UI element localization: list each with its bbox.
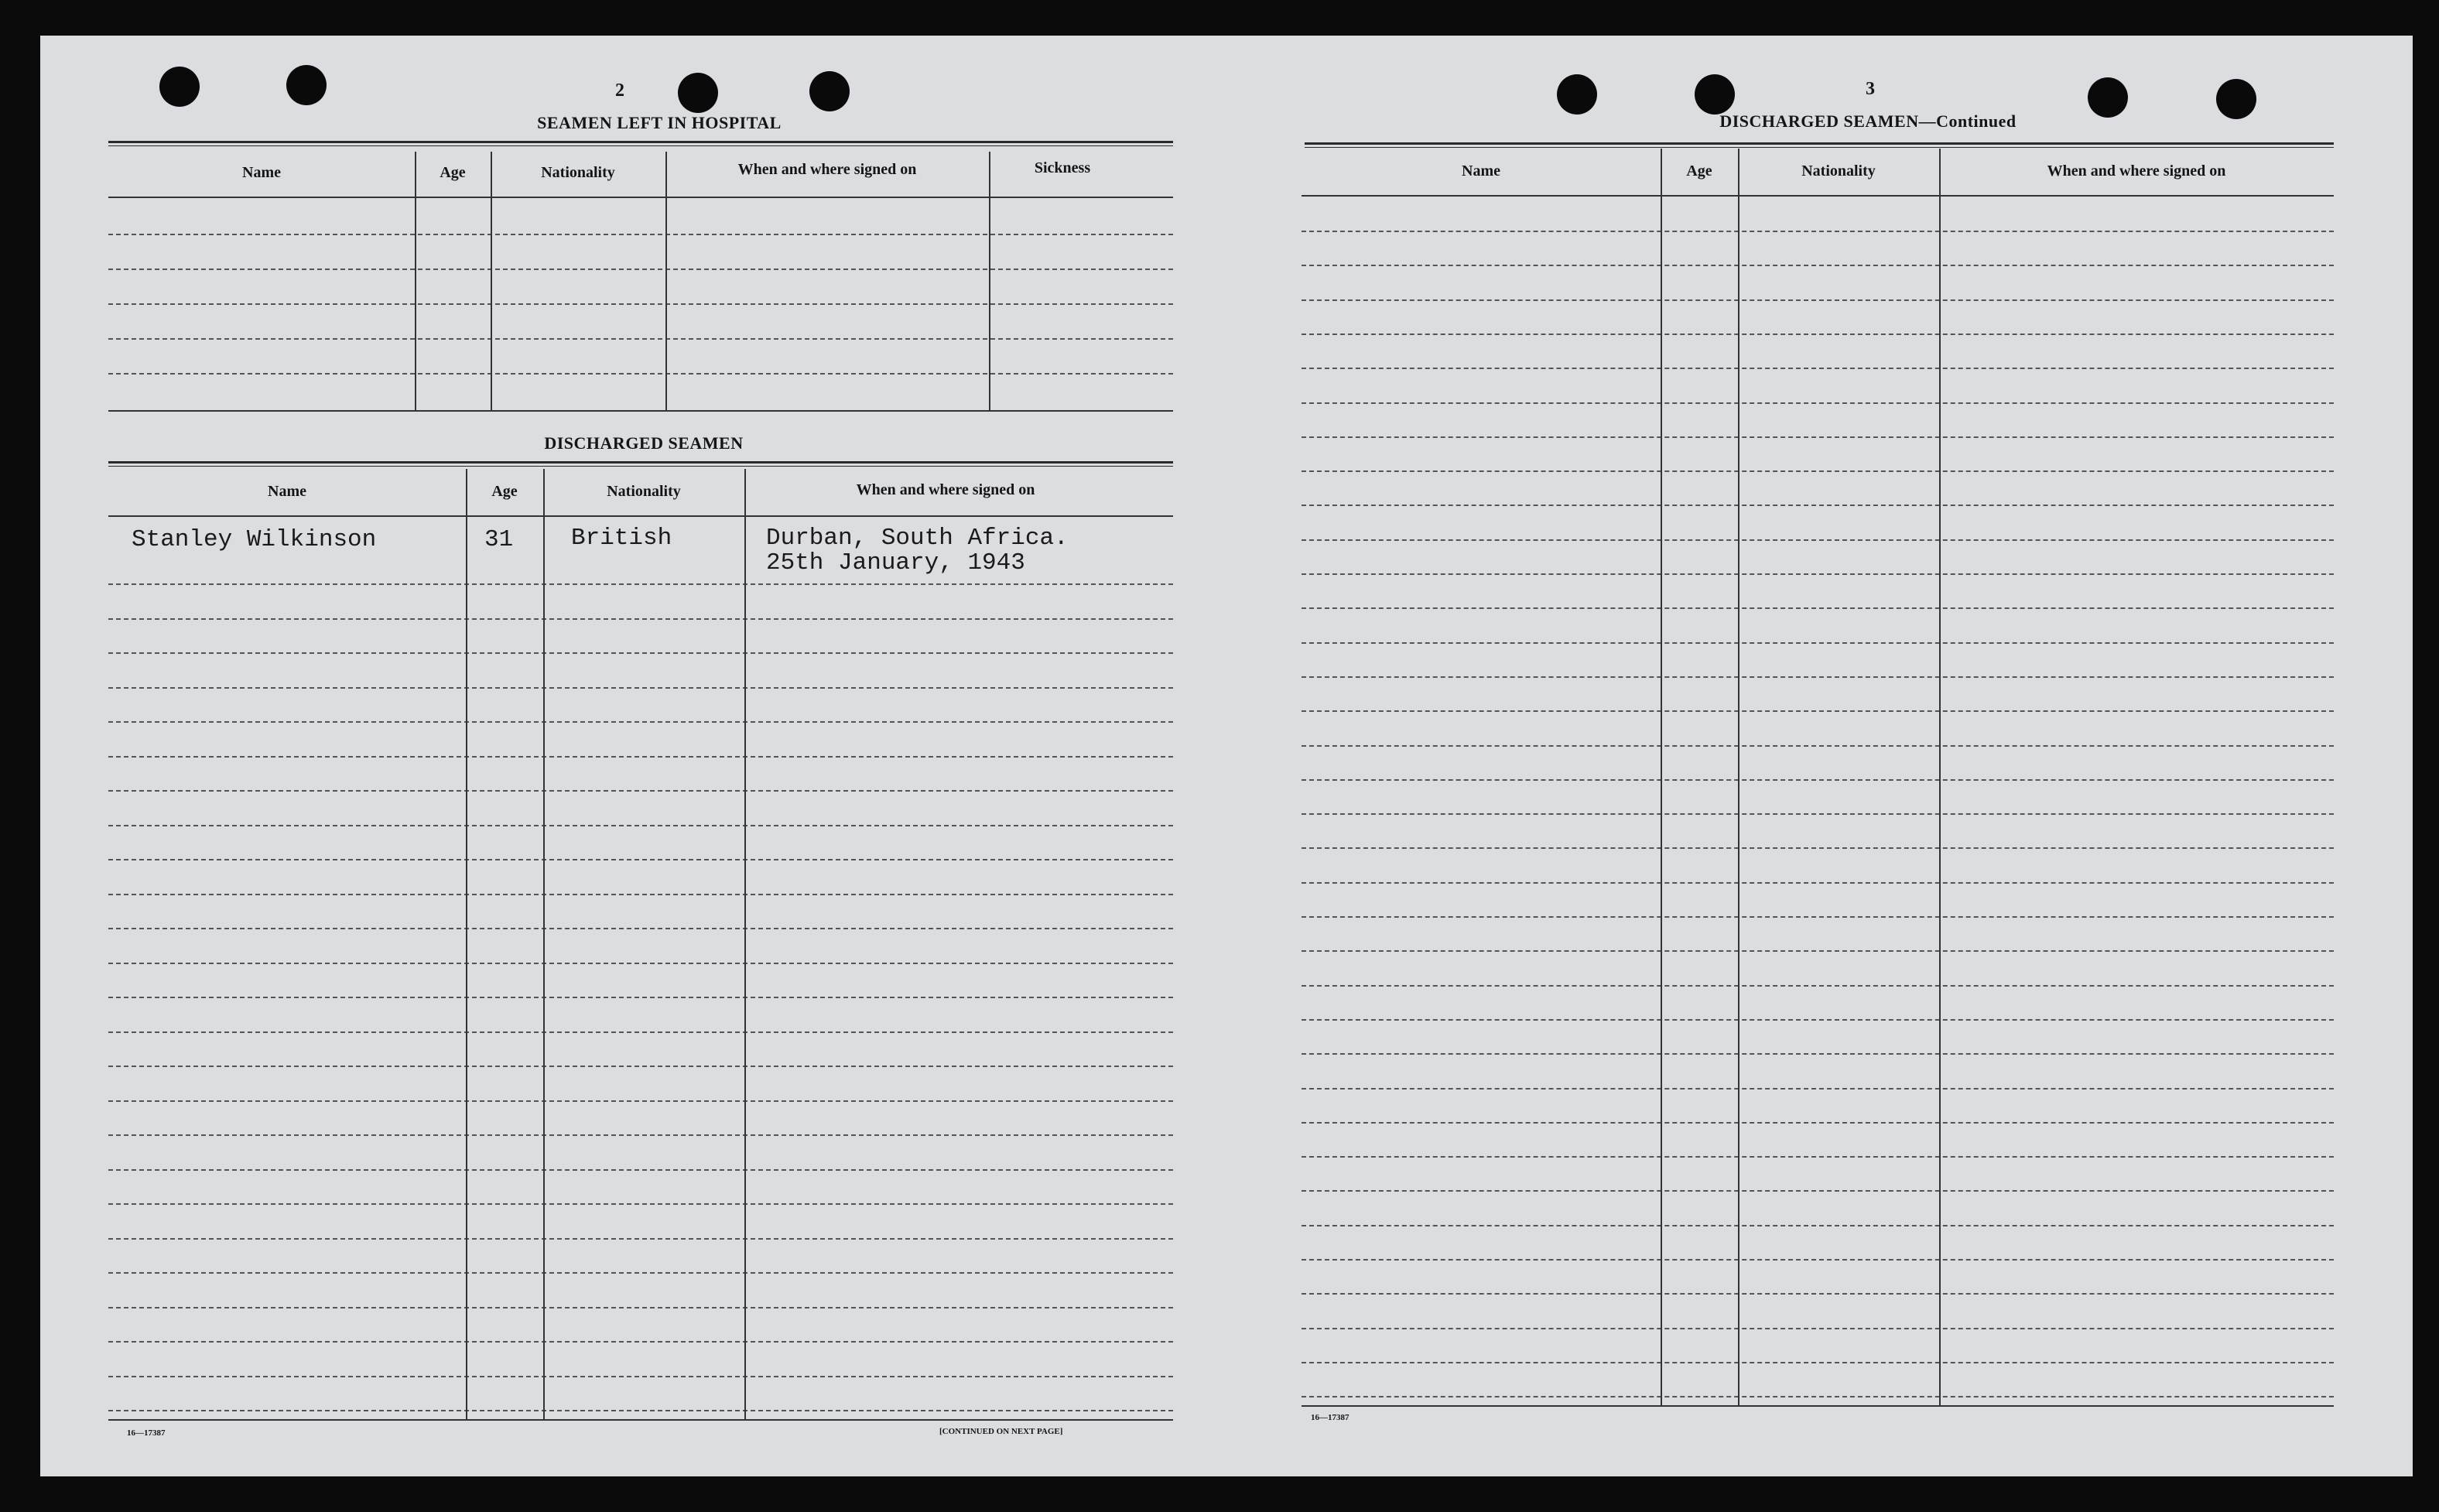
row-rule xyxy=(108,234,1173,235)
row-rule xyxy=(108,825,1173,826)
row-rule xyxy=(1302,1396,2334,1397)
header-bottom-rule xyxy=(1302,195,2334,197)
punch-hole xyxy=(1695,74,1735,115)
row-rule xyxy=(1302,334,2334,335)
row-rule xyxy=(108,687,1173,689)
row-rule xyxy=(108,1169,1173,1171)
row-rule xyxy=(1302,745,2334,747)
row-rule xyxy=(108,583,1173,585)
page-number: 3 xyxy=(1866,79,1875,99)
discharged-header-nationality: Nationality xyxy=(607,483,681,500)
page-3 xyxy=(1226,36,2413,1476)
row-rule xyxy=(1302,985,2334,987)
row-rule xyxy=(108,859,1173,860)
row-rule xyxy=(1302,950,2334,952)
column-divider xyxy=(989,152,990,410)
row-rule xyxy=(108,721,1173,723)
row-rule xyxy=(108,1066,1173,1067)
row-rule xyxy=(1302,1225,2334,1226)
row-rule xyxy=(108,1203,1173,1205)
row-rule xyxy=(1302,847,2334,849)
discharged-header-signed-on: When and where signed on xyxy=(856,481,1035,498)
row-rule xyxy=(108,1307,1173,1308)
punch-hole xyxy=(678,73,718,113)
row-rule xyxy=(1302,1053,2334,1055)
punch-hole xyxy=(2216,79,2256,119)
row-rule xyxy=(1302,1190,2334,1192)
entry-signed-on-date: 25th January, 1943 xyxy=(766,549,1025,576)
column-divider xyxy=(466,469,467,1419)
column-divider xyxy=(1939,149,1941,1405)
column-divider xyxy=(665,152,667,410)
hospital-header-sickness: Sickness xyxy=(1034,159,1091,176)
title-suffix: —Continued xyxy=(1918,111,2017,131)
column-divider xyxy=(491,152,492,410)
header-bottom-rule xyxy=(108,515,1173,517)
table-bottom-rule xyxy=(108,1419,1173,1421)
row-rule xyxy=(1302,1019,2334,1021)
discharged-header-age: Age xyxy=(491,483,518,500)
row-rule xyxy=(1302,1122,2334,1124)
row-rule xyxy=(108,1100,1173,1102)
column-divider xyxy=(1661,149,1662,1405)
page-2 xyxy=(40,36,1224,1476)
header-age: Age xyxy=(1686,162,1712,180)
row-rule xyxy=(1302,436,2334,438)
row-rule xyxy=(108,790,1173,792)
row-rule xyxy=(108,756,1173,758)
discharged-continued-title xyxy=(1636,111,2100,132)
discharged-header-name: Name xyxy=(268,483,306,500)
row-rule xyxy=(108,963,1173,964)
row-rule xyxy=(1302,882,2334,884)
table-bottom-rule xyxy=(1302,1405,2334,1407)
entry-name: Stanley Wilkinson xyxy=(132,526,377,553)
table-bottom-rule xyxy=(108,410,1173,412)
row-rule xyxy=(108,618,1173,620)
row-rule xyxy=(108,1031,1173,1033)
form-number: 16—17387 xyxy=(1311,1413,1349,1422)
page-number: 2 xyxy=(615,80,624,101)
row-rule xyxy=(108,269,1173,270)
row-rule xyxy=(1302,642,2334,644)
header-bottom-rule xyxy=(108,197,1173,198)
row-rule xyxy=(1302,1156,2334,1158)
row-rule xyxy=(1302,539,2334,541)
punch-hole xyxy=(286,65,327,105)
column-divider xyxy=(543,469,545,1419)
punch-hole xyxy=(1557,74,1597,115)
row-rule xyxy=(1302,1293,2334,1295)
column-divider xyxy=(744,469,746,1419)
title-main: DISCHARGED SEAMEN xyxy=(1719,111,1919,131)
hospital-section-title: SEAMEN LEFT IN HOSPITAL xyxy=(537,113,782,132)
row-rule xyxy=(1302,299,2334,301)
header-nationality: Nationality xyxy=(1801,162,1876,180)
table-top-rule xyxy=(108,141,1173,146)
row-rule xyxy=(1302,813,2334,815)
row-rule xyxy=(108,1272,1173,1274)
document-sheet xyxy=(40,36,2413,1476)
header-name: Name xyxy=(1462,162,1500,180)
row-rule xyxy=(1302,265,2334,266)
row-rule xyxy=(108,997,1173,998)
row-rule xyxy=(1302,231,2334,232)
row-rule xyxy=(108,1410,1173,1411)
row-rule xyxy=(1302,368,2334,369)
row-rule xyxy=(108,373,1173,375)
row-rule xyxy=(108,928,1173,929)
row-rule xyxy=(108,303,1173,305)
row-rule xyxy=(1302,607,2334,609)
row-rule xyxy=(1302,779,2334,781)
entry-signed-on-place: Durban, South Africa. xyxy=(766,525,1069,552)
row-rule xyxy=(108,1134,1173,1136)
column-divider xyxy=(415,152,416,410)
continued-note: [CONTINUED ON NEXT PAGE] xyxy=(939,1427,1063,1436)
row-rule xyxy=(108,1238,1173,1240)
row-rule xyxy=(1302,1259,2334,1261)
row-rule xyxy=(1302,1088,2334,1090)
entry-nationality: British xyxy=(571,525,672,552)
row-rule xyxy=(108,1341,1173,1343)
row-rule xyxy=(1302,676,2334,678)
row-rule xyxy=(108,894,1173,895)
row-rule xyxy=(108,652,1173,654)
hospital-header-signed-on: When and where signed on xyxy=(737,161,917,178)
row-rule xyxy=(1302,916,2334,918)
hospital-header-age: Age xyxy=(440,164,466,181)
entry-age: 31 xyxy=(484,526,514,553)
row-rule xyxy=(1302,1328,2334,1329)
row-rule xyxy=(1302,402,2334,404)
column-divider xyxy=(1738,149,1739,1405)
row-rule xyxy=(1302,470,2334,472)
form-number: 16—17387 xyxy=(127,1428,166,1438)
header-signed-on: When and where signed on xyxy=(2047,162,2226,180)
punch-hole xyxy=(809,71,850,111)
hospital-header-nationality: Nationality xyxy=(541,164,615,181)
table-top-rule xyxy=(108,461,1173,467)
row-rule xyxy=(1302,710,2334,712)
row-rule xyxy=(108,338,1173,340)
row-rule xyxy=(108,1376,1173,1377)
row-rule xyxy=(1302,1362,2334,1363)
row-rule xyxy=(1302,505,2334,506)
table-top-rule xyxy=(1305,142,2334,148)
punch-hole xyxy=(159,67,200,107)
discharged-section-title: DISCHARGED SEAMEN xyxy=(544,433,744,453)
hospital-header-name: Name xyxy=(242,164,281,181)
row-rule xyxy=(1302,573,2334,575)
